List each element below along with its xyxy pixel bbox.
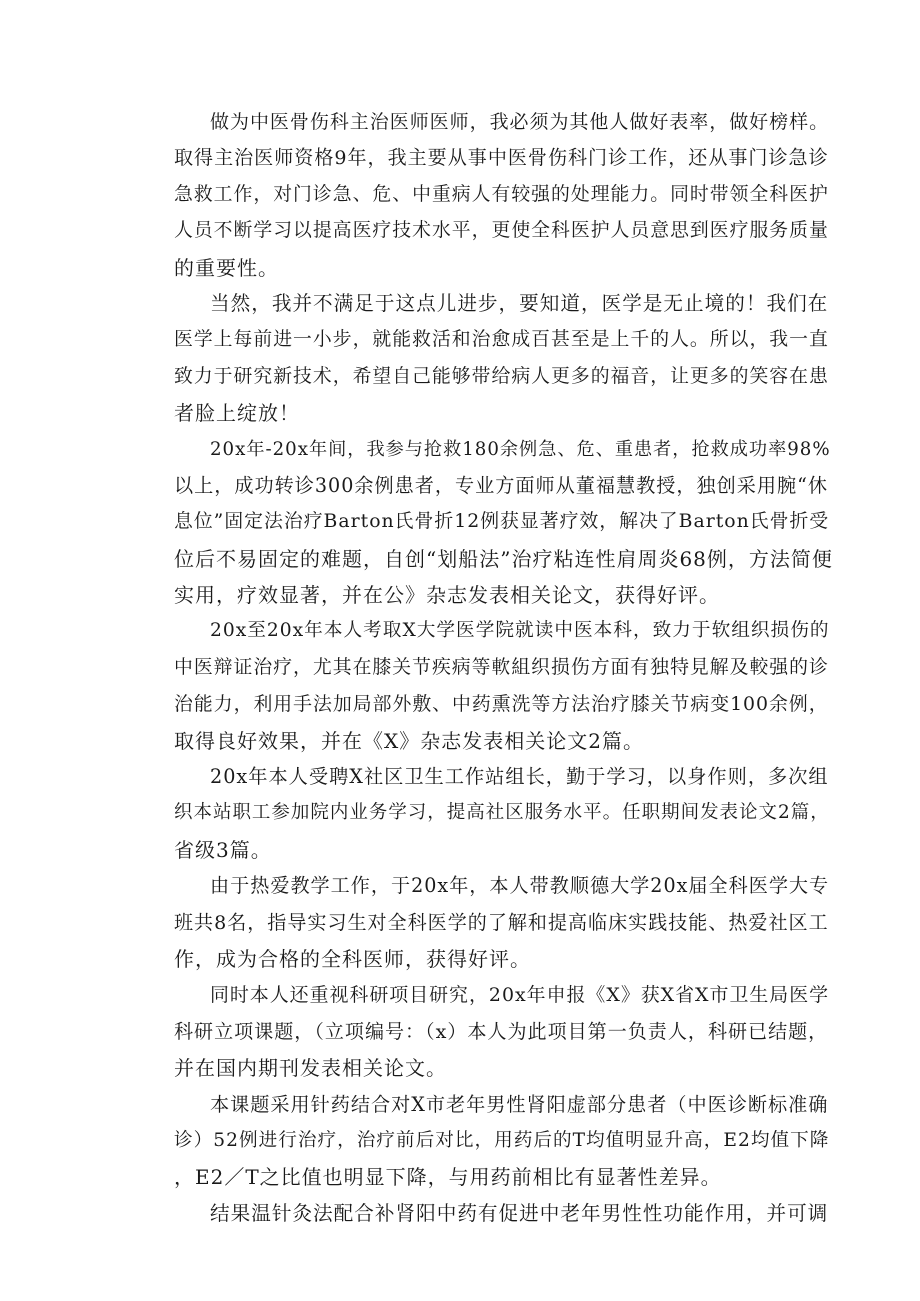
- paragraph: [138, 104, 830, 286]
- text-line: 诊）52例进行治疗，治疗前后对比，用药后的T均值明显升高，E2均值下降: [174, 1129, 830, 1151]
- text-line: 取得良好效果，并在《X》杂志发表相关论文2篇。: [174, 728, 644, 753]
- text-line: 位后不易固定的难题，自创“划船法”治疗粘连性肩周炎68例，方法简便: [174, 546, 833, 571]
- paragraph: [138, 1087, 830, 1196]
- paragraph: [138, 613, 830, 759]
- text-line: 并在国内期刊发表相关论文。: [174, 1056, 447, 1081]
- text-line: 作，成为合格的全科医师，获得好评。: [174, 946, 531, 971]
- paragraph: [138, 868, 830, 977]
- paragraph: [138, 1196, 829, 1232]
- text-line: 本课题采用针药结合对X市老年男性肾阳虚部分患者（中医诊断标准确: [210, 1092, 829, 1116]
- text-line: 同时本人还重视科研项目研究，20x年申报《X》获X省X市卫生局医学: [210, 984, 830, 1007]
- text-line: 20x至20x年本人考取X大学医学院就读中医本科，致力于软组织损伤的: [210, 620, 830, 642]
- text-line: 省级3篇。: [174, 837, 272, 862]
- text-line: 由于热爱教学工作，于20x年，本人带教顺德大学20x届全科医学大专: [210, 874, 830, 898]
- text-line: 当然，我并不满足于这点儿进步，要知道，医学是无止境的！我们在: [210, 291, 829, 315]
- text-line: 致力于研究新技术，希望自己能够带给病人更多的福音，让更多的笑容在患: [174, 365, 829, 387]
- paragraph: [138, 432, 833, 614]
- text-line: 治能力，利用手法加局部外敷、中药熏洗等方法治疗膝关节病变100余例，: [174, 693, 829, 716]
- text-line: 20x年-20x年间，我参与抢救180余例急、危、重患者，抢救成功率98%: [210, 438, 831, 460]
- text-line: 取得主治医师资格9年，我主要从事中医骨伤科门诊工作，还从事门诊急诊: [174, 147, 829, 170]
- text-line: ，E2／T之比值也明显下降，与用药前相比有显著性差异。: [174, 1165, 722, 1190]
- text-line: 息位”固定法治疗Barton氏骨折12例获显著疗效，解决了Barton氏骨折受: [174, 511, 830, 533]
- text-line: 做为中医骨伤科主治医师医师，我必须为其他人做好表率，做好榜样。: [210, 111, 830, 133]
- text-line: 织本站职工参加院内业务学习，提高社区服务水平。任职期间发表论文2篇，: [174, 802, 830, 824]
- text-line: 班共8名，指导实习生对全科医学的了解和提高临床实践技能、热爱社区工: [174, 911, 829, 934]
- paragraph: [138, 977, 830, 1086]
- text-line: 人员不断学习以提高医疗技术水平，更使全科医护人员意思到医疗服务质量: [174, 220, 829, 242]
- text-line: 以上，成功转诊300余例患者，专业方面师从董福慧教授，独创采用腕“休: [174, 473, 829, 497]
- text-line: 者脸上绽放！: [174, 401, 300, 426]
- text-line: 20x年本人受聘X社区卫生工作站组长，勤于学习，以身作则，多次组: [210, 765, 829, 789]
- paragraph: [138, 759, 830, 868]
- text-line: 结果温针灸法配合补肾阳中药有促进中老年男性性功能作用，并可调: [210, 1201, 829, 1225]
- text-line: 科研立项课题，（立项编号：（x）本人为此项目第一负责人，科研已结题，: [174, 1020, 829, 1043]
- text-line: 急救工作，对门诊急、危、中重病人有较强的处理能力。同时带领全科医护: [174, 183, 829, 205]
- paragraph: [138, 286, 829, 432]
- text-line: 实用，疗效显著，并在公》杂志发表相关论文，获得好评。: [174, 583, 720, 608]
- document-body: [138, 104, 833, 1232]
- text-line: 医学上每前进一小步，就能救活和治愈成百甚至是上千的人。所以，我一直: [174, 329, 829, 351]
- text-line: 中医辩证治疗，尤其在膝关节疾病等軟組织损伤方面有独特見解及較强的诊: [174, 656, 829, 678]
- text-line: 的重要性。: [174, 255, 279, 280]
